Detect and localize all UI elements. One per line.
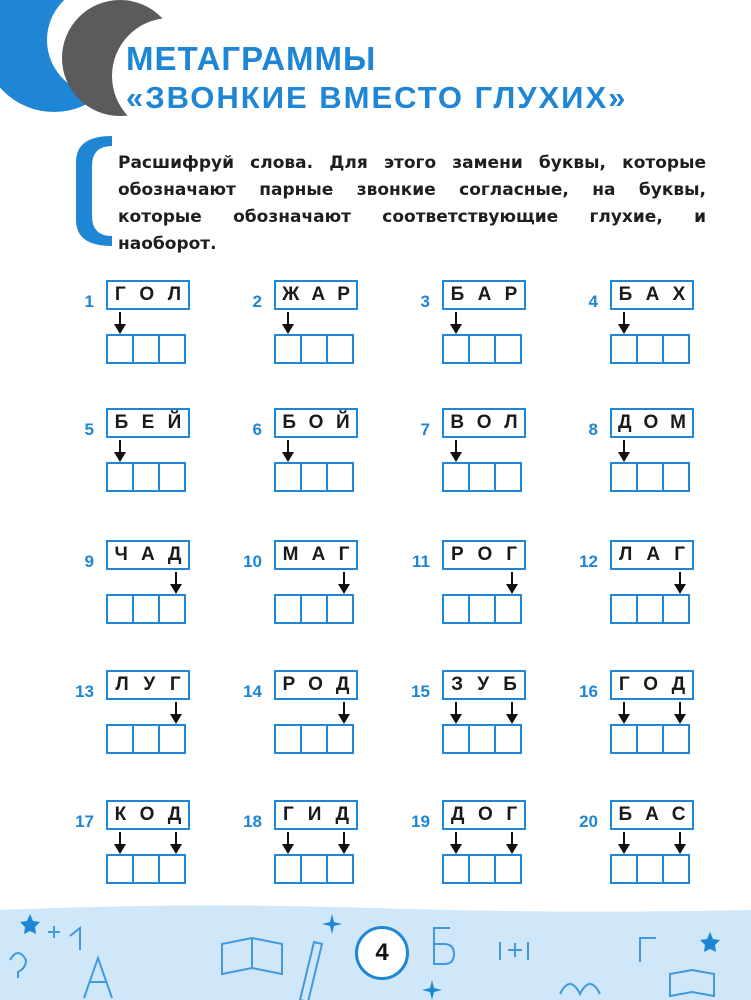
answer-cell[interactable] — [610, 724, 638, 754]
arrow-down-icon — [617, 700, 631, 726]
source-letter: А — [141, 544, 155, 565]
source-letter: Д — [671, 674, 686, 695]
arrow-down-icon — [617, 438, 631, 464]
answer-cell[interactable] — [132, 462, 160, 492]
answer-cell[interactable] — [662, 854, 690, 884]
exercise-number: 13 — [75, 682, 94, 701]
answer-cell[interactable] — [468, 724, 496, 754]
source-letter: Л — [115, 674, 129, 695]
source-letter: Д — [617, 412, 632, 433]
source-letter: О — [643, 674, 658, 695]
source-letter: М — [282, 544, 299, 565]
instruction-text: Расшифруй слова. Для этого замени буквы, которые обозначают парные звонкие согласные, на буквы, которые обозначают соответствующие глухие, и наоборот. — [118, 153, 706, 254]
source-letter: О — [308, 412, 324, 433]
source-letter: В — [450, 412, 465, 433]
answer-cell[interactable] — [300, 724, 328, 754]
answer-cell[interactable] — [468, 594, 496, 624]
source-letter: А — [311, 284, 326, 305]
source-letter: А — [646, 544, 661, 565]
source-letter: У — [143, 674, 156, 695]
answer-cell[interactable] — [442, 334, 470, 364]
answer-cell[interactable] — [132, 724, 160, 754]
instruction-bracket-icon — [72, 132, 116, 250]
answer-cell[interactable] — [662, 724, 690, 754]
source-word — [442, 408, 526, 438]
exercise-number: 6 — [252, 420, 262, 439]
source-letter: Х — [672, 284, 686, 305]
source-letter: Е — [141, 412, 155, 433]
answer-boxes — [106, 462, 186, 492]
answer-cell[interactable] — [326, 462, 354, 492]
answer-cell[interactable] — [158, 724, 186, 754]
exercise-number: 17 — [75, 812, 94, 831]
answer-cell[interactable] — [610, 462, 638, 492]
answer-cell[interactable] — [132, 854, 160, 884]
source-letter: М — [670, 412, 686, 433]
arrow-down-icon — [505, 700, 519, 726]
source-word — [106, 280, 190, 310]
source-letter: Д — [167, 544, 182, 565]
arrow-down-icon — [113, 310, 127, 336]
exercise-item — [398, 408, 548, 548]
answer-cell[interactable] — [610, 334, 638, 364]
source-letter: Р — [282, 674, 296, 695]
arrow-down-icon — [337, 570, 351, 596]
source-word — [610, 800, 694, 830]
exercise-number: 11 — [412, 552, 430, 571]
exercise-item — [230, 540, 380, 680]
source-letter: Ч — [114, 544, 128, 565]
answer-cell[interactable] — [326, 854, 354, 884]
exercise-item — [62, 670, 212, 810]
source-letter: Б — [618, 804, 633, 825]
answer-cell[interactable] — [442, 594, 470, 624]
answer-cell[interactable] — [274, 854, 302, 884]
exercise-number: 10 — [243, 552, 262, 571]
answer-cell[interactable] — [610, 594, 638, 624]
source-letter: Й — [336, 412, 350, 433]
answer-cell[interactable] — [300, 334, 328, 364]
source-word — [610, 280, 694, 310]
exercise-number: 15 — [411, 682, 430, 701]
exercise-item — [62, 408, 212, 548]
answer-cell[interactable] — [300, 462, 328, 492]
source-word — [610, 540, 694, 570]
source-letter: Г — [506, 804, 518, 825]
answer-cell[interactable] — [158, 334, 186, 364]
source-letter: О — [308, 674, 323, 695]
exercise-item — [230, 280, 380, 420]
arrow-down-icon — [337, 830, 351, 856]
source-word — [106, 540, 190, 570]
source-letter: Д — [335, 674, 350, 695]
answer-boxes — [442, 334, 522, 364]
answer-cell[interactable] — [636, 854, 664, 884]
source-word — [610, 670, 694, 700]
arrow-down-icon — [449, 310, 463, 336]
source-letter: О — [139, 804, 155, 825]
arrow-down-icon — [449, 700, 463, 726]
answer-boxes — [442, 594, 522, 624]
answer-boxes — [106, 854, 186, 884]
answer-cell[interactable] — [158, 462, 186, 492]
source-letter: Д — [450, 804, 465, 825]
answer-boxes — [274, 854, 354, 884]
answer-cell[interactable] — [494, 724, 522, 754]
exercise-item — [62, 280, 212, 420]
arrow-down-icon — [505, 830, 519, 856]
answer-cell[interactable] — [106, 334, 134, 364]
answer-cell[interactable] — [636, 462, 664, 492]
page-title: МЕТАГРАММЫ — [126, 40, 377, 77]
source-letter: Л — [619, 544, 633, 565]
answer-boxes — [610, 854, 690, 884]
source-word — [274, 408, 358, 438]
answer-cell[interactable] — [326, 594, 354, 624]
source-letter: О — [139, 284, 155, 305]
exercise-item — [566, 408, 716, 548]
source-letter: З — [451, 674, 463, 695]
source-word — [442, 800, 526, 830]
source-word — [610, 408, 694, 438]
exercise-item — [230, 670, 380, 810]
answer-cell[interactable] — [468, 854, 496, 884]
arrow-down-icon — [113, 438, 127, 464]
source-word — [442, 540, 526, 570]
answer-cell[interactable] — [636, 334, 664, 364]
exercise-item — [62, 540, 212, 680]
answer-cell[interactable] — [300, 594, 328, 624]
source-letter: А — [645, 804, 659, 825]
arrow-down-icon — [449, 830, 463, 856]
source-word — [442, 280, 526, 310]
exercise-number: 18 — [243, 812, 262, 831]
answer-cell[interactable] — [468, 462, 496, 492]
answer-cell[interactable] — [442, 724, 470, 754]
answer-cell[interactable] — [636, 594, 664, 624]
source-word — [274, 800, 358, 830]
source-letter: Р — [504, 284, 518, 305]
answer-boxes — [610, 462, 690, 492]
answer-cell[interactable] — [106, 594, 134, 624]
source-letter: Б — [282, 412, 296, 433]
source-word — [106, 800, 190, 830]
answer-boxes — [610, 334, 690, 364]
source-letter: А — [311, 544, 326, 565]
arrow-down-icon — [281, 310, 295, 336]
answer-cell[interactable] — [300, 854, 328, 884]
source-word — [274, 670, 358, 700]
arrow-down-icon — [337, 700, 351, 726]
source-letter: Г — [674, 544, 685, 565]
answer-cell[interactable] — [158, 854, 186, 884]
exercise-item — [566, 280, 716, 420]
source-letter: Г — [506, 544, 518, 565]
page-number: 4 — [355, 926, 409, 980]
arrow-down-icon — [449, 438, 463, 464]
source-letter: Б — [450, 284, 465, 305]
answer-cell[interactable] — [132, 594, 160, 624]
answer-boxes — [610, 724, 690, 754]
answer-boxes — [442, 462, 522, 492]
answer-cell[interactable] — [662, 462, 690, 492]
source-letter: У — [477, 674, 490, 695]
answer-cell[interactable] — [494, 462, 522, 492]
arrow-down-icon — [281, 830, 295, 856]
source-letter: Г — [114, 284, 126, 305]
exercise-number: 5 — [84, 420, 94, 439]
answer-boxes — [274, 334, 354, 364]
arrow-down-icon — [617, 830, 631, 856]
answer-cell[interactable] — [494, 594, 522, 624]
answer-cell[interactable] — [132, 334, 160, 364]
arrow-down-icon — [169, 700, 183, 726]
answer-cell[interactable] — [274, 462, 302, 492]
arrow-down-icon — [113, 830, 127, 856]
answer-boxes — [106, 594, 186, 624]
source-letter: О — [643, 412, 659, 433]
answer-boxes — [442, 724, 522, 754]
answer-cell[interactable] — [326, 724, 354, 754]
source-word — [274, 540, 358, 570]
answer-cell[interactable] — [106, 854, 134, 884]
exercise-number: 4 — [588, 292, 598, 311]
source-letter: Б — [503, 674, 517, 695]
source-letter: К — [114, 804, 127, 825]
answer-cell[interactable] — [610, 854, 638, 884]
source-letter: Г — [338, 544, 350, 565]
answer-boxes — [106, 334, 186, 364]
source-word — [274, 280, 358, 310]
arrow-down-icon — [673, 830, 687, 856]
arrow-down-icon — [505, 570, 519, 596]
source-letter: Й — [167, 412, 182, 433]
source-letter: С — [671, 804, 686, 825]
answer-cell[interactable] — [106, 462, 134, 492]
exercise-number: 1 — [84, 292, 94, 311]
answer-cell[interactable] — [662, 334, 690, 364]
source-letter: Р — [450, 544, 464, 565]
source-letter: Г — [169, 674, 181, 695]
answer-cell[interactable] — [442, 854, 470, 884]
source-word — [106, 408, 190, 438]
answer-cell[interactable] — [274, 594, 302, 624]
source-letter: Г — [283, 804, 294, 825]
answer-cell[interactable] — [274, 724, 302, 754]
exercise-number: 14 — [243, 682, 262, 701]
answer-cell[interactable] — [494, 854, 522, 884]
source-letter: Г — [618, 674, 630, 695]
exercise-item — [566, 670, 716, 810]
answer-cell[interactable] — [494, 334, 522, 364]
source-letter: Л — [504, 412, 518, 433]
exercise-number: 16 — [579, 682, 598, 701]
source-letter: Л — [167, 284, 182, 305]
answer-boxes — [274, 462, 354, 492]
exercise-number: 2 — [252, 292, 262, 311]
exercise-item — [230, 408, 380, 548]
source-letter: Б — [618, 284, 633, 305]
source-word — [442, 670, 526, 700]
source-letter: Ж — [282, 284, 300, 305]
answer-cell[interactable] — [662, 594, 690, 624]
source-letter: Д — [335, 804, 349, 825]
answer-cell[interactable] — [158, 594, 186, 624]
exercise-number: 9 — [84, 552, 94, 571]
answer-cell[interactable] — [326, 334, 354, 364]
source-letter: Д — [167, 804, 182, 825]
answer-boxes — [106, 724, 186, 754]
answer-boxes — [610, 594, 690, 624]
arrow-down-icon — [673, 700, 687, 726]
answer-cell[interactable] — [106, 724, 134, 754]
source-letter: О — [477, 544, 493, 565]
source-word — [106, 670, 190, 700]
answer-boxes — [442, 854, 522, 884]
arrow-down-icon — [617, 310, 631, 336]
arrow-down-icon — [169, 570, 183, 596]
exercise-item — [398, 280, 548, 420]
exercise-item — [566, 540, 716, 680]
answer-cell[interactable] — [636, 724, 664, 754]
page-subtitle: «ЗВОНКИЕ ВМЕСТО ГЛУХИХ» — [126, 80, 628, 115]
exercise-number: 7 — [420, 420, 430, 439]
arrow-down-icon — [169, 830, 183, 856]
answer-cell[interactable] — [442, 462, 470, 492]
answer-cell[interactable] — [468, 334, 496, 364]
exercise-number: 12 — [579, 552, 598, 571]
exercise-number: 8 — [588, 420, 598, 439]
exercise-number: 3 — [420, 292, 430, 311]
exercise-number: 20 — [579, 812, 598, 831]
answer-boxes — [274, 724, 354, 754]
source-letter: О — [476, 412, 492, 433]
answer-boxes — [274, 594, 354, 624]
source-letter: А — [477, 284, 492, 305]
arrow-down-icon — [281, 438, 295, 464]
arrow-down-icon — [673, 570, 687, 596]
source-letter: А — [645, 284, 660, 305]
exercise-number: 19 — [411, 812, 430, 831]
source-letter: Р — [337, 284, 350, 305]
source-letter: О — [477, 804, 493, 825]
exercise-item — [398, 540, 548, 680]
answer-cell[interactable] — [274, 334, 302, 364]
source-letter: И — [307, 804, 322, 825]
source-letter: Б — [114, 412, 129, 433]
exercise-item — [398, 670, 548, 810]
